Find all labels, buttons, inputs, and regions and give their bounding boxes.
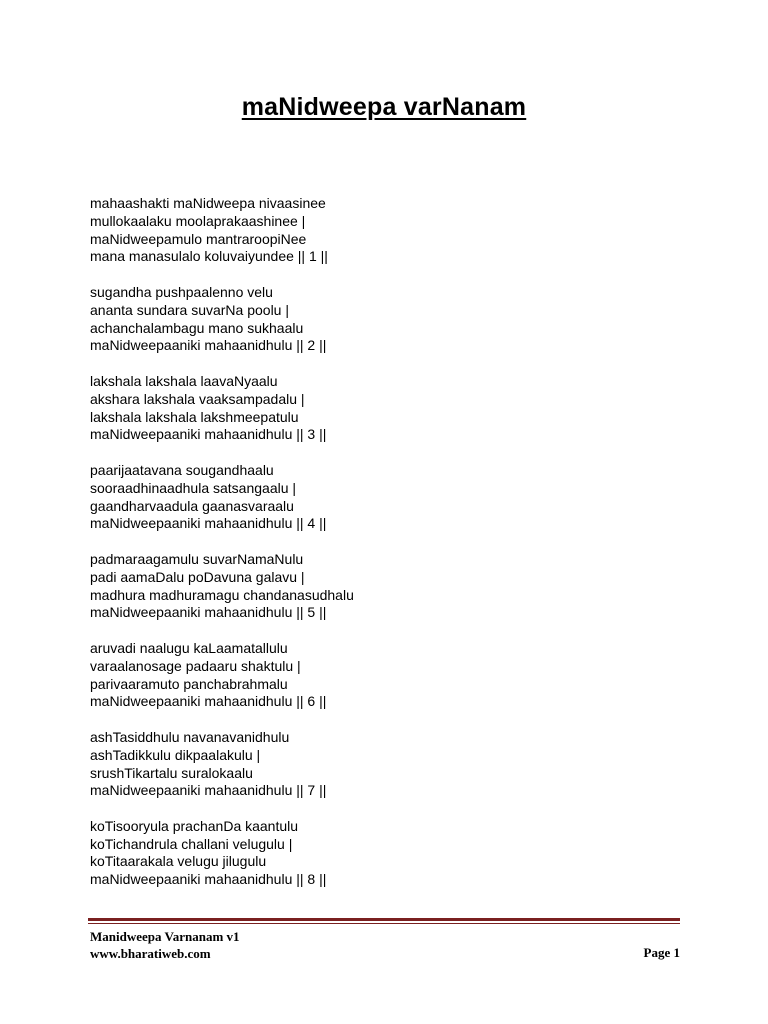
verse-line: ashTadikkulu dikpaalakulu | [90, 746, 261, 763]
verse-line: sugandha pushpaalenno velu [90, 283, 273, 300]
verse-line: varaalanosage padaaru shaktulu | [90, 657, 301, 674]
verse-line: maNidweepaaniki mahaanidhulu || 5 || [90, 604, 327, 621]
verse-line: maNidweepaaniki mahaanidhulu || 7 || [90, 782, 327, 799]
page-footer [90, 928, 680, 962]
verse-line: srushTikartalu suralokaalu [90, 764, 253, 781]
verse-line: mahaashakti maNidweepa nivaasinee [90, 195, 326, 211]
stanza-8 [90, 818, 690, 889]
verse-line: gaandharvaadula gaanasvaraalu [90, 497, 294, 514]
stanza-6 [90, 640, 690, 711]
verse-line: mullokaalaku moolaprakaashinee | [90, 212, 306, 229]
stanza-1 [90, 195, 690, 266]
verse-line: koTisooryula prachanDa kaantulu [90, 817, 299, 834]
verse-line: lakshala lakshala lakshmeepatulu [90, 408, 299, 425]
stanza-2 [90, 284, 690, 355]
verse-line: sooraadhinaadhula satsangaalu | [90, 479, 297, 496]
verse-line: maNidweepaaniki mahaanidhulu || 3 || [90, 426, 327, 443]
footer-divider-thin [88, 923, 680, 924]
verse-line: koTitaarakala velugu jilugulu [90, 853, 267, 870]
verse-line: koTichandrula challani velugulu | [90, 835, 293, 852]
verse-line: maNidweepaaniki mahaanidhulu || 2 || [90, 337, 327, 354]
verse-line: parivaaramuto panchabrahmalu [90, 675, 288, 692]
stanza-5 [90, 551, 690, 622]
footer-page-number: Page 1 [643, 945, 680, 960]
footer-doc-name: Manidweepa Varnanam v1 [90, 929, 240, 944]
verse-line: akshara lakshala vaaksampadalu | [90, 390, 305, 407]
stanza-3 [90, 373, 690, 444]
verse-line: paarijaatavana sougandhaalu [90, 461, 274, 478]
footer-divider-thick [88, 918, 680, 921]
verse-line: mana manasulalo koluvaiyundee || 1 || [90, 248, 328, 265]
stanza-4 [90, 462, 690, 533]
verse-line: maNidweepaaniki mahaanidhulu || 8 || [90, 871, 327, 888]
verse-line: achanchalambagu mano sukhaalu [90, 319, 304, 336]
verse-line: maNidweepaaniki mahaanidhulu || 6 || [90, 693, 327, 710]
verse-line: maNidweepaaniki mahaanidhulu || 4 || [90, 515, 327, 532]
verse-line: padi aamaDalu poDavuna galavu | [90, 568, 305, 585]
verse-line: ashTasiddhulu navanavanidhulu [90, 728, 290, 745]
verse-line: aruvadi naalugu kaLaamatallulu [90, 639, 288, 656]
verse-line: padmaraagamulu suvarNamaNulu [90, 550, 304, 567]
verse-line: lakshala lakshala laavaNyaalu [90, 372, 278, 389]
verse-line: maNidweepamulo mantraroopiNee [90, 230, 307, 247]
footer-website: www.bharatiweb.com [90, 946, 211, 961]
verse-line: ananta sundara suvarNa poolu | [90, 301, 289, 318]
verse-line: madhura madhuramagu chandanasudhalu [90, 586, 354, 603]
verse-list [90, 195, 690, 907]
stanza-7 [90, 729, 690, 800]
page-title: maNidweepa varNanam [241, 93, 527, 121]
